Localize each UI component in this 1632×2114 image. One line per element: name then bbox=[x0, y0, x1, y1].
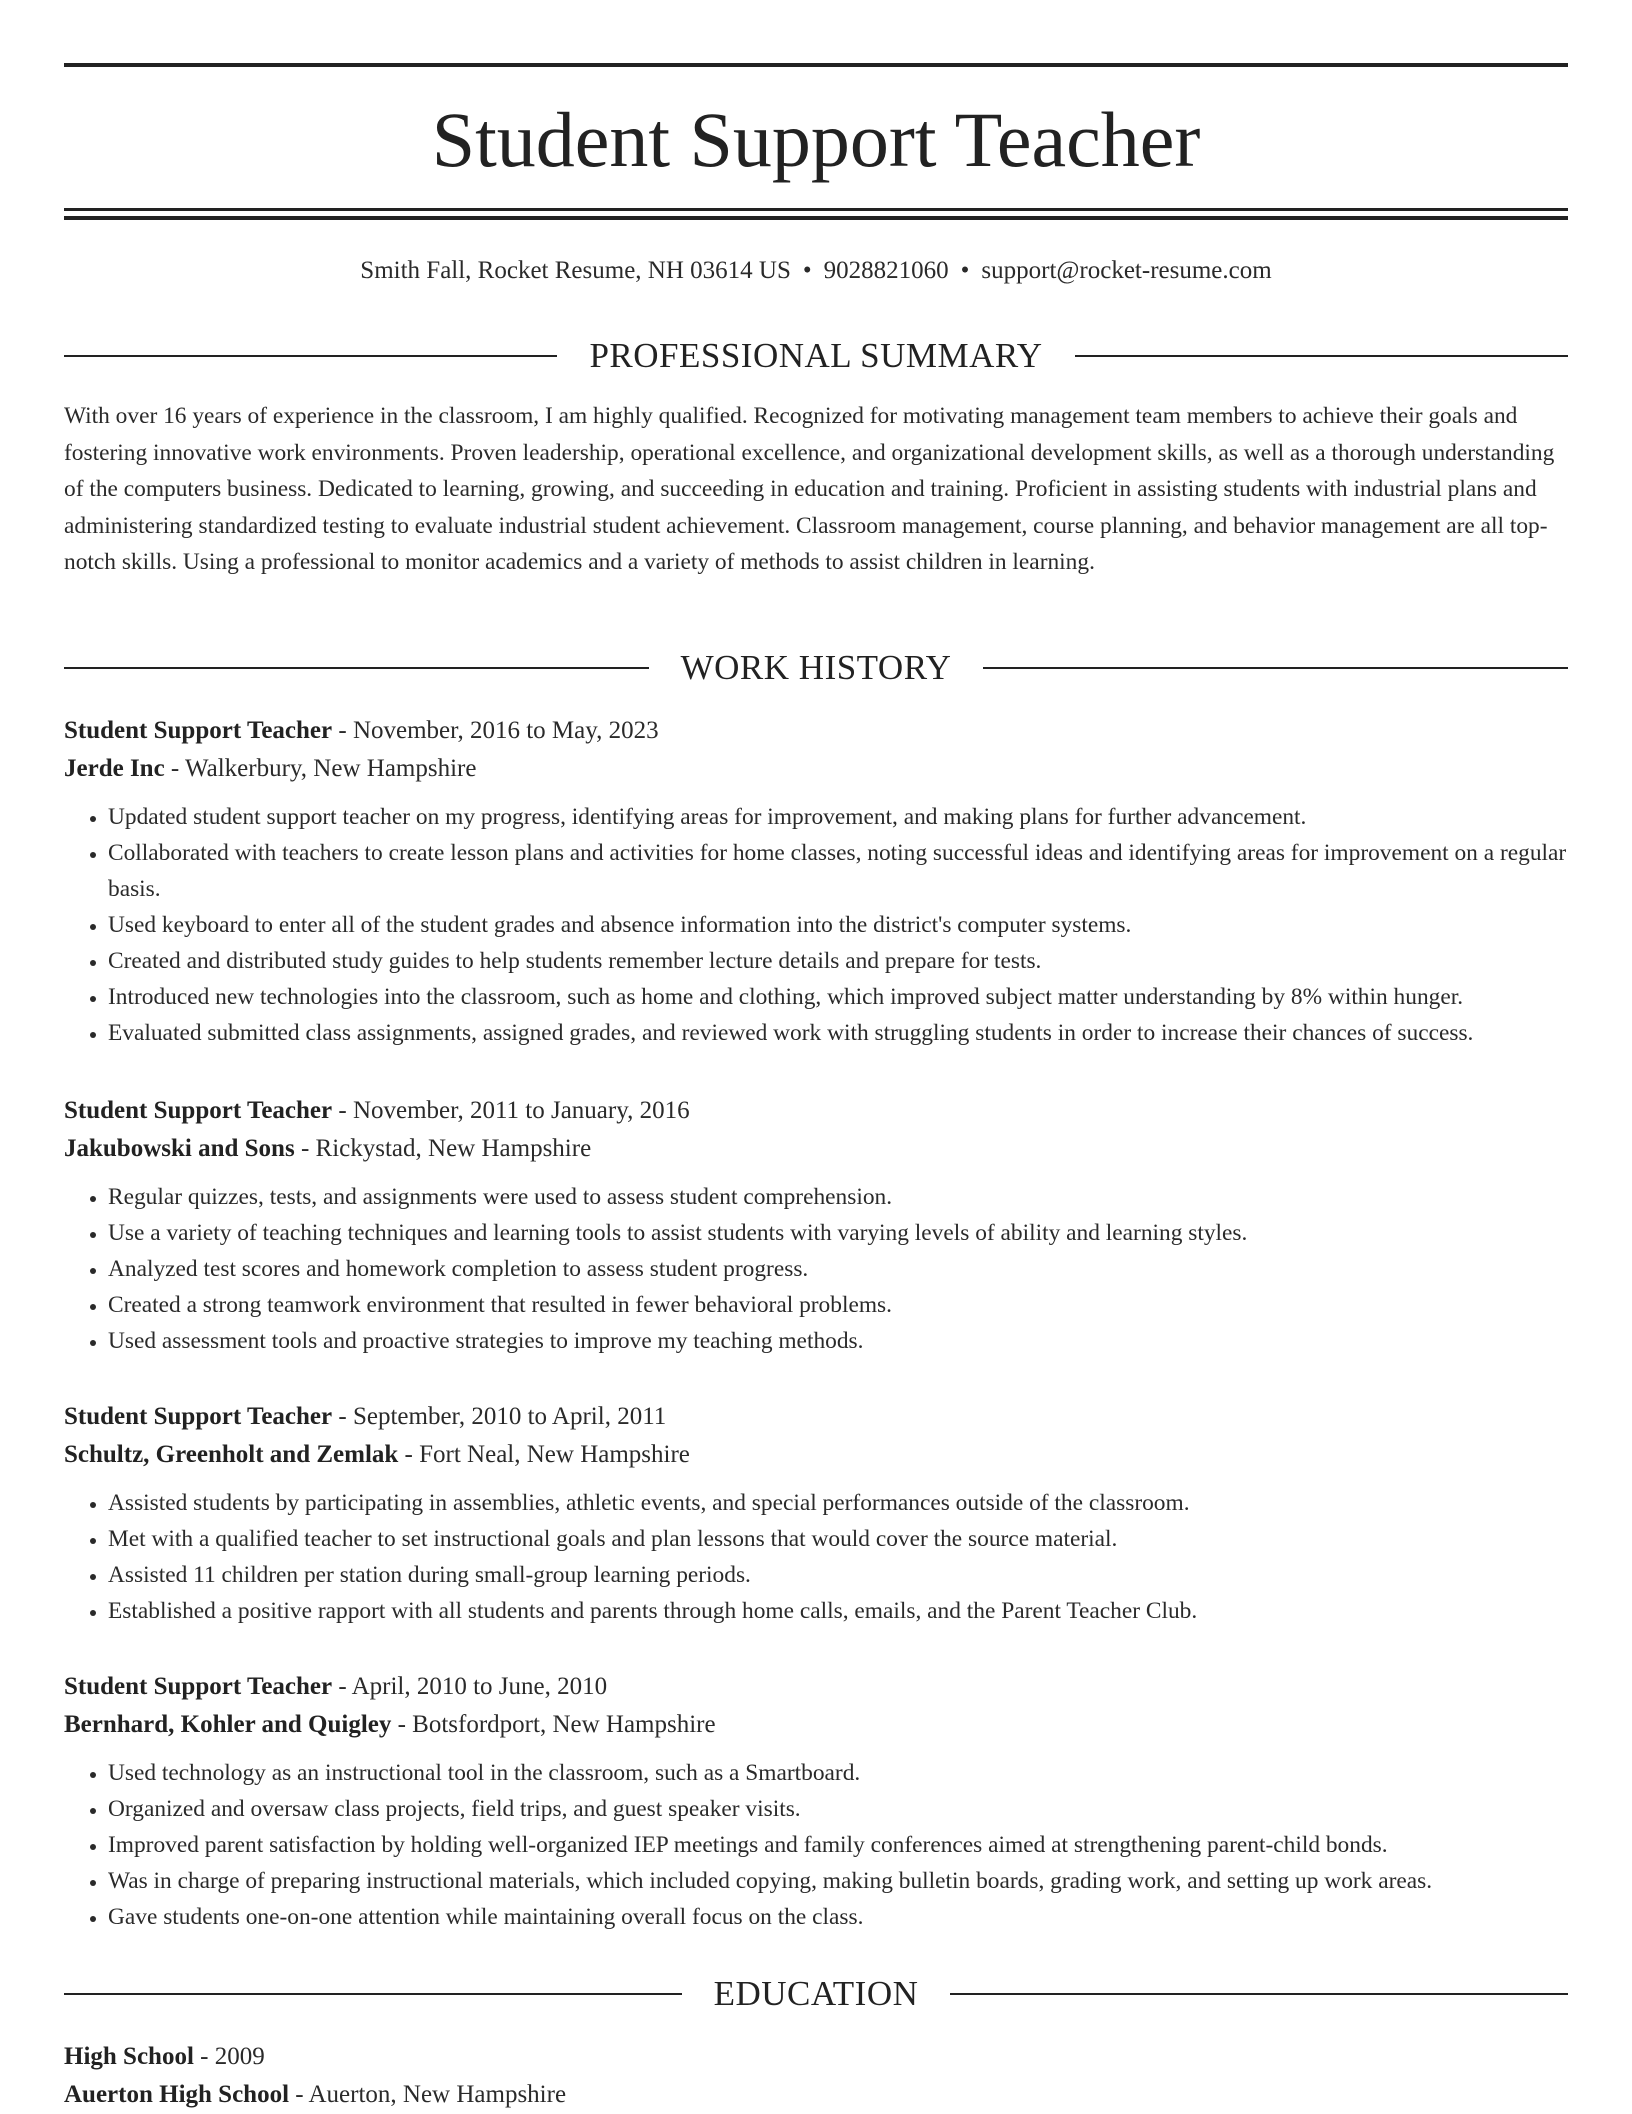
job-company-line bbox=[64, 750, 1568, 788]
heading-rule-right bbox=[950, 1993, 1568, 1995]
section-heading-education bbox=[64, 1972, 1568, 2016]
education-school-line bbox=[64, 2076, 1568, 2114]
contact-separator: • bbox=[802, 257, 812, 284]
job-entry-4 bbox=[64, 1668, 1568, 1935]
job-company-line bbox=[64, 1436, 1568, 1474]
job-title-line bbox=[64, 712, 1568, 750]
job-title: Student Support Teacher bbox=[64, 717, 333, 744]
section-heading-work-history bbox=[64, 646, 1568, 690]
heading-rule-left bbox=[64, 667, 649, 669]
contact-address: Smith Fall, Rocket Resume, NH 03614 US bbox=[360, 257, 791, 284]
job-title: Student Support Teacher bbox=[64, 1403, 333, 1430]
job-bullet: • Created a strong teamwork environment that resulted in fewer behavioral problems. bbox=[108, 1287, 1568, 1323]
heading-rule-left bbox=[64, 355, 557, 357]
job-bullet: • Was in charge of preparing instructional materials, which included copying, making bulletin boards, grading work, and setting up work areas. bbox=[108, 1863, 1568, 1899]
heading-rule-right bbox=[1075, 355, 1568, 357]
job-bullet-list bbox=[64, 799, 1568, 1051]
header-double-rule-lower bbox=[64, 216, 1568, 220]
job-location: - Rickystad, New Hampshire bbox=[294, 1135, 592, 1162]
job-location: - Botsfordport, New Hampshire bbox=[391, 1711, 716, 1738]
job-dates: - September, 2010 to April, 2011 bbox=[332, 1403, 667, 1430]
job-bullet: • Evaluated submitted class assignments, assigned grades, and reviewed work with struggling students in order to increase their chances of success. bbox=[108, 1015, 1568, 1051]
contact-line bbox=[64, 252, 1568, 290]
job-entry-3 bbox=[64, 1398, 1568, 1629]
job-dates: - November, 2011 to January, 2016 bbox=[332, 1097, 690, 1124]
job-bullet: • Use a variety of teaching techniques and learning tools to assist students with varying levels of ability and learning styles. bbox=[108, 1215, 1568, 1251]
summary-text: With over 16 years of experience in the classroom, I am highly qualified. Recognized for motivating management team members to achieve their goals and fostering innovative work environments. Proven leadership, operational excellence, and organizational development skills, as well as a thorough understanding of the computers business. Dedicated to learning, growing, and succeeding in education and training. Proficient in assisting students with industrial plans and administering standardized testing to evaluate industrial student achievement. Classroom management, course planning, and behavior management are all top-notch skills. Using a professional to monitor academics and a variety of methods to assist children in learning. bbox=[64, 403, 1555, 575]
job-dates: - April, 2010 to June, 2010 bbox=[332, 1673, 608, 1700]
job-bullet: • Gave students one-on-one attention while maintaining overall focus on the class. bbox=[108, 1899, 1568, 1935]
education-degree: High School bbox=[64, 2043, 194, 2070]
job-company: Schultz, Greenholt and Zemlak bbox=[64, 1441, 399, 1468]
job-bullet-list bbox=[64, 1755, 1568, 1935]
heading-rule-left bbox=[64, 1993, 682, 1995]
section-title-education: EDUCATION bbox=[713, 1974, 919, 2013]
job-title-line bbox=[64, 1668, 1568, 1706]
section-title-summary: PROFESSIONAL SUMMARY bbox=[589, 336, 1043, 375]
job-bullet: • Organized and oversaw class projects, field trips, and guest speaker visits. bbox=[108, 1791, 1568, 1827]
job-company-line bbox=[64, 1130, 1568, 1168]
job-bullet: • Regular quizzes, tests, and assignments were used to assess student comprehension. bbox=[108, 1179, 1568, 1215]
job-entry-2 bbox=[64, 1092, 1568, 1359]
header-double-rule-upper bbox=[64, 208, 1568, 211]
contact-phone: 9028821060 bbox=[823, 257, 949, 284]
job-bullet: • Used keyboard to enter all of the student grades and absence information into the district's computer systems. bbox=[108, 907, 1568, 943]
job-location: - Walkerbury, New Hampshire bbox=[164, 755, 477, 782]
contact-email: support@rocket-resume.com bbox=[981, 257, 1272, 284]
job-bullet: • Used technology as an instructional tool in the classroom, such as a Smartboard. bbox=[108, 1755, 1568, 1791]
job-bullet: • Used assessment tools and proactive strategies to improve my teaching methods. bbox=[108, 1323, 1568, 1359]
job-bullet: • Introduced new technologies into the classroom, such as home and clothing, which improved subject matter understanding by 8% within hunger. bbox=[108, 979, 1568, 1015]
contact-separator: • bbox=[960, 257, 970, 284]
heading-rule-right bbox=[983, 667, 1568, 669]
job-bullet: • Analyzed test scores and homework completion to assess student progress. bbox=[108, 1251, 1568, 1287]
header-top-rule bbox=[64, 63, 1568, 67]
job-company: Jerde Inc bbox=[64, 755, 165, 782]
education-entry bbox=[64, 2038, 1568, 2114]
education-year: - 2009 bbox=[193, 2043, 265, 2070]
job-company-line bbox=[64, 1706, 1568, 1744]
job-bullet: • Created and distributed study guides to help students remember lecture details and prepare for tests. bbox=[108, 943, 1568, 979]
job-location: - Fort Neal, New Hampshire bbox=[398, 1441, 690, 1468]
job-bullet: • Collaborated with teachers to create lesson plans and activities for home classes, noting successful ideas and identifying areas for improvement on a regular basis. bbox=[108, 835, 1568, 907]
job-entry-1 bbox=[64, 712, 1568, 1051]
education-school: Auerton High School bbox=[64, 2081, 290, 2108]
section-title-work-history: WORK HISTORY bbox=[680, 648, 952, 687]
education-location: - Auerton, New Hampshire bbox=[289, 2081, 567, 2108]
job-company: Jakubowski and Sons bbox=[64, 1135, 295, 1162]
job-bullet: • Met with a qualified teacher to set instructional goals and plan lessons that would cover the source material. bbox=[108, 1521, 1568, 1557]
job-bullet-list bbox=[64, 1485, 1568, 1629]
job-dates: - November, 2016 to May, 2023 bbox=[332, 717, 659, 744]
job-bullet: • Established a positive rapport with all students and parents through home calls, emails, and the Parent Teacher Club. bbox=[108, 1593, 1568, 1629]
job-bullet: • Updated student support teacher on my progress, identifying areas for improvement, and making plans for further advancement. bbox=[108, 799, 1568, 835]
job-company: Bernhard, Kohler and Quigley bbox=[64, 1711, 392, 1738]
section-heading-summary bbox=[64, 334, 1568, 378]
job-title: Student Support Teacher bbox=[64, 1673, 333, 1700]
job-bullet: • Assisted 11 children per station during small-group learning periods. bbox=[108, 1557, 1568, 1593]
job-bullet-list bbox=[64, 1179, 1568, 1359]
job-bullet: • Assisted students by participating in assemblies, athletic events, and special performances outside of the classroom. bbox=[108, 1485, 1568, 1521]
education-degree-line bbox=[64, 2038, 1568, 2076]
job-title-line bbox=[64, 1092, 1568, 1130]
resume-title: Student Support Teacher bbox=[431, 96, 1201, 183]
job-bullet: • Improved parent satisfaction by holding well-organized IEP meetings and family conferences aimed at strengthening parent-child bonds. bbox=[108, 1827, 1568, 1863]
job-title: Student Support Teacher bbox=[64, 1097, 333, 1124]
job-title-line bbox=[64, 1398, 1568, 1436]
